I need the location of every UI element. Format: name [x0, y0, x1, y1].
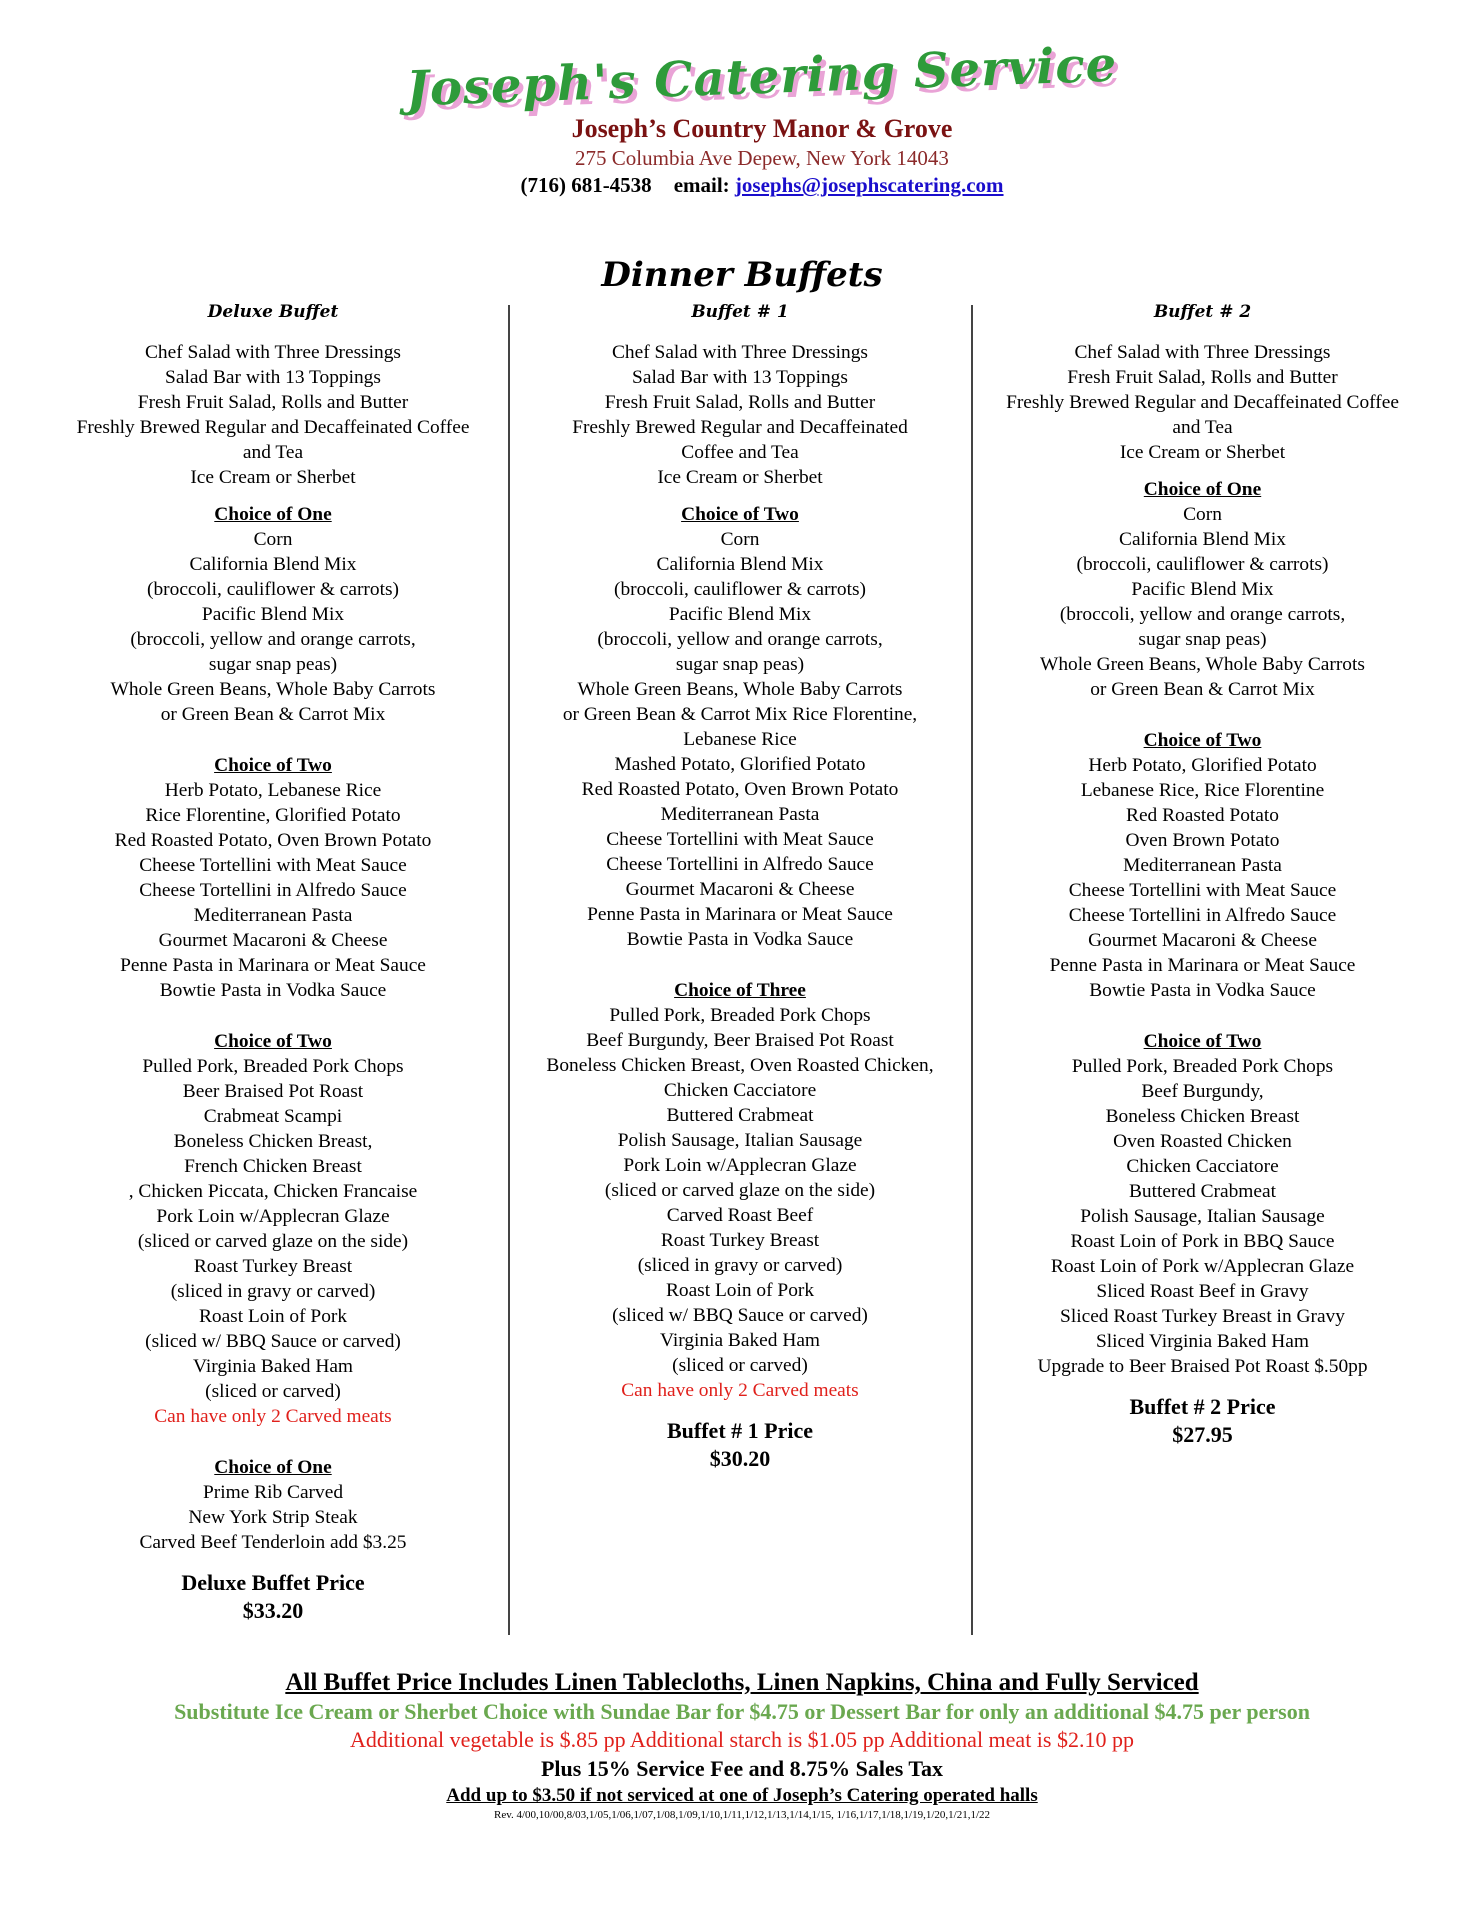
menu-item: Herb Potato, Glorified Potato [1088, 755, 1317, 776]
price-value: $33.20 [242, 1598, 304, 1623]
menu-item: Cheese Tortellini in Alfredo Sauce [1068, 905, 1337, 926]
menu-item: Upgrade to Beer Braised Pot Roast $.50pp [1037, 1356, 1368, 1377]
email-link[interactable]: josephs@josephscatering.com [734, 173, 1004, 197]
menu-item: , Chicken Piccata, Chicken Francaise [128, 1181, 418, 1202]
menu-item: Bowtie Pasta in Vodka Sauce [626, 929, 854, 950]
menu-item: Penne Pasta in Marinara or Meat Sauce [1049, 955, 1356, 976]
menu-item: Oven Brown Potato [1125, 830, 1280, 851]
menu-item: (sliced or carved glaze on the side) [604, 1180, 876, 1201]
menu-item: Mediterranean Pasta [660, 804, 820, 825]
menu-item: Oven Roasted Chicken [1113, 1131, 1292, 1152]
menu-item: (broccoli, yellow and orange carrots, [1059, 604, 1346, 625]
contact-line [40, 171, 1484, 199]
venue-name: Joseph’s Country Manor & Grove [571, 114, 953, 143]
menu-item: or Green Bean & Carrot Mix Rice Florentine, [562, 704, 918, 725]
menu-item: Mashed Potato, Glorified Potato [614, 754, 866, 775]
menu-item: (sliced w/ BBQ Sauce or carved) [145, 1331, 401, 1352]
buffet-title: Buffet # 1 [691, 302, 789, 322]
choice-heading: Choice of Two [214, 1031, 332, 1052]
menu-item: sugar snap peas) [208, 654, 338, 675]
carved-meats-note: Can have only 2 Carved meats [154, 1406, 392, 1427]
buffet-title: Buffet # 2 [1153, 302, 1252, 322]
menu-item: Sliced Roast Beef in Gravy [1096, 1281, 1309, 1302]
menu-item: (sliced or carved) [205, 1381, 341, 1402]
section-title: Dinner Buffets [601, 255, 883, 295]
menu-item: Gourmet Macaroni & Cheese [625, 879, 855, 900]
menu-item: Rice Florentine, Glorified Potato [145, 805, 401, 826]
catering-logo: Joseph's Catering Service [405, 36, 1119, 118]
buffet-title: Deluxe Buffet [207, 302, 339, 322]
offsite-notice: Add up to $3.50 if not serviced at one of Joseph’s Catering operated halls [446, 1785, 1038, 1806]
menu-item: Sliced Roast Turkey Breast in Gravy [1060, 1306, 1345, 1327]
menu-item: or Green Bean & Carrot Mix [160, 704, 386, 725]
choice-heading: Choice of One [1143, 479, 1262, 500]
menu-item: Corn [720, 529, 760, 550]
menu-item: Cheese Tortellini with Meat Sauce [139, 855, 407, 876]
menu-item: Freshly Brewed Regular and Decaffeinated [572, 417, 908, 438]
menu-item: (sliced in gravy or carved) [170, 1281, 376, 1302]
menu-item: Pork Loin w/Applecran Glaze [623, 1155, 857, 1176]
menu-item: (broccoli, yellow and orange carrots, [597, 629, 883, 650]
column-divider-right [971, 305, 973, 1635]
menu-item: Fresh Fruit Salad, Rolls and Butter [137, 392, 409, 413]
menu-item: Cheese Tortellini in Alfredo Sauce [606, 854, 874, 875]
menu-item: Herb Potato, Lebanese Rice [164, 780, 382, 801]
choice-heading: Choice of One [214, 504, 332, 525]
buffet-1-column [515, 300, 965, 1473]
choice-heading: Choice of Three [674, 980, 806, 1001]
menu-item: Crabmeat Scampi [203, 1106, 343, 1127]
menu-item: Boneless Chicken Breast, [173, 1131, 373, 1152]
menu-item: Whole Green Beans, Whole Baby Carrots [110, 679, 436, 700]
menu-item: California Blend Mix [189, 554, 357, 575]
menu-item: French Chicken Breast [184, 1156, 362, 1177]
menu-item: Chef Salad with Three Dressings [1074, 342, 1331, 363]
price-value: $27.95 [1172, 1422, 1233, 1447]
menu-item: Buttered Crabmeat [666, 1105, 814, 1126]
menu-item: or Green Bean & Carrot Mix [1090, 679, 1315, 700]
menu-item: Pulled Pork, Breaded Pork Chops [609, 1005, 871, 1026]
menu-item: Beef Burgundy, [1141, 1081, 1264, 1102]
menu-item: Polish Sausage, Italian Sausage [617, 1130, 863, 1151]
menu-item: Penne Pasta in Marinara or Meat Sauce [120, 955, 426, 976]
menu-item: Mediterranean Pasta [1123, 855, 1282, 876]
menu-item: California Blend Mix [656, 554, 824, 575]
menu-item: Ice Cream or Sherbet [190, 467, 356, 488]
menu-item: Ice Cream or Sherbet [657, 467, 823, 488]
menu-item: California Blend Mix [1119, 529, 1286, 550]
menu-item: Pulled Pork, Breaded Pork Chops [1071, 1056, 1334, 1077]
menu-item: Cheese Tortellini with Meat Sauce [606, 829, 874, 850]
column-divider-left [508, 305, 510, 1635]
menu-item: Roast Turkey Breast [660, 1230, 820, 1251]
price-value: $30.20 [709, 1446, 771, 1471]
revision-dates: Rev. 4/00,10/00,8/03,1/05,1/06,1/07,1/08,1/09,1/10,1/11,1/12,1/13,1/14,1/15, 1/16,1/17,1/18,1/19,1/20,1/21,1/22 [493, 1809, 991, 1821]
menu-item: Chicken Cacciatore [663, 1080, 817, 1101]
menu-item: Whole Green Beans, Whole Baby Carrots [1040, 654, 1365, 675]
menu-item: Red Roasted Potato, Oven Brown Potato [581, 779, 899, 800]
menu-item: Red Roasted Potato, Oven Brown Potato [114, 830, 432, 851]
choice-heading: Choice of Two [1143, 730, 1262, 751]
menu-item: Buttered Crabmeat [1129, 1181, 1276, 1202]
menu-item: Sliced Virginia Baked Ham [1096, 1331, 1309, 1352]
menu-item: (broccoli, cauliflower & carrots) [614, 579, 866, 600]
menu-item: Chef Salad with Three Dressings [612, 342, 868, 363]
menu-item: Prime Rib Carved [202, 1482, 344, 1503]
menu-item: Freshly Brewed Regular and Decaffeinated Coffee [1006, 392, 1399, 413]
menu-item: Ice Cream or Sherbet [1119, 442, 1286, 463]
venue-address: 275 Columbia Ave Depew, New York 14043 [575, 146, 949, 170]
menu-item: Polish Sausage, Italian Sausage [1080, 1206, 1325, 1227]
menu-item: (sliced w/ BBQ Sauce or carved) [612, 1305, 868, 1326]
menu-item: sugar snap peas) [1138, 629, 1267, 650]
menu-item: Salad Bar with 13 Toppings [632, 367, 848, 388]
menu-item: Roast Loin of Pork [665, 1280, 815, 1301]
deluxe-buffet-column [48, 300, 498, 1625]
menu-item: Roast Loin of Pork w/Applecran Glaze [1050, 1256, 1355, 1277]
menu-item: Lebanese Rice, Rice Florentine [1080, 780, 1325, 801]
menu-item: New York Strip Steak [188, 1507, 358, 1528]
menu-item: Boneless Chicken Breast [1105, 1106, 1300, 1127]
menu-item: Beer Braised Pot Roast [182, 1081, 364, 1102]
menu-item: Cheese Tortellini with Meat Sauce [1068, 880, 1337, 901]
menu-item: and Tea [1172, 417, 1233, 438]
menu-item: Carved Beef Tenderloin add $3.25 [139, 1532, 407, 1553]
menu-item: Roast Turkey Breast [193, 1256, 353, 1277]
menu-item: Pacific Blend Mix [201, 604, 345, 625]
menu-item: (broccoli, cauliflower & carrots) [147, 579, 399, 600]
buffet-2-column [975, 300, 1430, 1449]
menu-item: Mediterranean Pasta [193, 905, 353, 926]
includes-notice: All Buffet Price Includes Linen Tablecloths, Linen Napkins, China and Fully Serviced [285, 1669, 1199, 1696]
page-header [0, 36, 1484, 199]
menu-item: Gourmet Macaroni & Cheese [1088, 930, 1317, 951]
page-footer [0, 1668, 1484, 1822]
price-label: Buffet # 1 Price [667, 1418, 813, 1443]
phone-number: (716) 681-4538 [520, 173, 652, 197]
menu-item: (sliced or carved) [672, 1355, 808, 1376]
price-label: Buffet # 2 Price [1129, 1394, 1276, 1419]
menu-item: and Tea [242, 442, 304, 463]
menu-item: Coffee and Tea [681, 442, 799, 463]
menu-item: Lebanese Rice [683, 729, 797, 750]
menu-item: (sliced or carved glaze on the side) [137, 1231, 409, 1252]
choice-heading: Choice of One [214, 1457, 332, 1478]
choice-heading: Choice of Two [214, 755, 332, 776]
menu-item: Virginia Baked Ham [659, 1330, 821, 1351]
menu-item: Gourmet Macaroni & Cheese [158, 930, 388, 951]
menu-item: (sliced in gravy or carved) [637, 1255, 843, 1276]
menu-item: Chef Salad with Three Dressings [145, 342, 401, 363]
menu-item: (broccoli, cauliflower & carrots) [1076, 554, 1329, 575]
menu-item: Corn [253, 529, 293, 550]
menu-item: Pacific Blend Mix [1131, 579, 1274, 600]
menu-item: Pork Loin w/Applecran Glaze [156, 1206, 390, 1227]
substitute-notice: Substitute Ice Cream or Sherbet Choice with Sundae Bar for $4.75 or Dessert Bar for only an additional $4.75 per person [174, 1699, 1310, 1724]
menu-item: Salad Bar with 13 Toppings [165, 367, 381, 388]
menu-item: Cheese Tortellini in Alfredo Sauce [139, 880, 407, 901]
price-label: Deluxe Buffet Price [181, 1570, 365, 1595]
menu-item: Fresh Fruit Salad, Rolls and Butter [604, 392, 876, 413]
menu-item: Penne Pasta in Marinara or Meat Sauce [587, 904, 893, 925]
choice-heading: Choice of Two [1143, 1031, 1262, 1052]
menu-item: Bowtie Pasta in Vodka Sauce [1089, 980, 1316, 1001]
menu-item: Virginia Baked Ham [192, 1356, 354, 1377]
menu-item: Pulled Pork, Breaded Pork Chops [142, 1056, 404, 1077]
choice-heading: Choice of Two [681, 504, 799, 525]
menu-item: Pacific Blend Mix [668, 604, 812, 625]
menu-item: Chicken Cacciatore [1126, 1156, 1279, 1177]
menu-item: Boneless Chicken Breast, Oven Roasted Chicken, [546, 1055, 934, 1076]
menu-item: Red Roasted Potato [1126, 805, 1279, 826]
menu-item: sugar snap peas) [675, 654, 805, 675]
menu-item: (broccoli, yellow and orange carrots, [130, 629, 416, 650]
menu-item: Bowtie Pasta in Vodka Sauce [159, 980, 387, 1001]
fees-notice: Plus 15% Service Fee and 8.75% Sales Tax [540, 1756, 944, 1781]
menu-item: Corn [1183, 504, 1222, 525]
menu-item: Roast Loin of Pork in BBQ Sauce [1070, 1231, 1335, 1252]
menu-item: Roast Loin of Pork [198, 1306, 348, 1327]
menu-item: Carved Roast Beef [666, 1205, 814, 1226]
email-label: email: [673, 173, 730, 197]
menu-item: Freshly Brewed Regular and Decaffeinated Coffee [76, 417, 470, 438]
menu-item: Beef Burgundy, Beer Braised Pot Roast [586, 1030, 894, 1051]
menu-item: Whole Green Beans, Whole Baby Carrots [577, 679, 903, 700]
menu-item: Fresh Fruit Salad, Rolls and Butter [1067, 367, 1338, 388]
carved-meats-note: Can have only 2 Carved meats [621, 1380, 859, 1401]
additional-items-notice: Additional vegetable is $.85 pp Additional starch is $1.05 pp Additional meat is $2.10 pp [350, 1727, 1134, 1752]
